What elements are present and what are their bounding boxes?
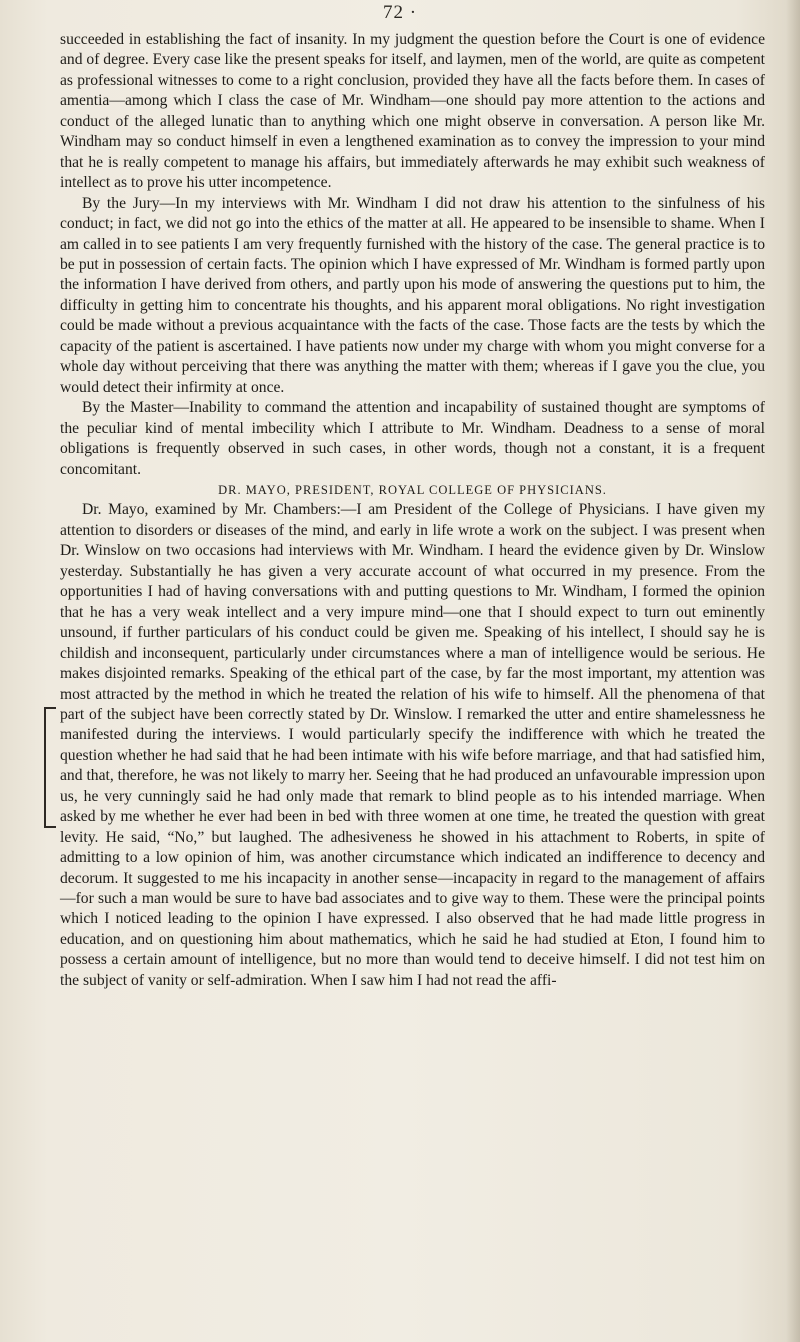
section-heading: DR. MAYO, PRESIDENT, ROYAL COLLEGE OF PHYSICIANS. <box>218 482 607 497</box>
page-number: 72 · <box>382 2 418 23</box>
paragraph-3: By the Master—Inability to command the attention and incapability of sustained thought are symptoms of the peculiar kind of mental imbecility which I attribute to Mr. Windham. Deadness to a sense of moral obligations is frequently observed in such cases, in other words, though not a constant, it is a frequent concomitant. <box>60 399 765 478</box>
paragraph-1: succeeded in establishing the fact of insanity. In my judgment the question before the Court is one of evidence and of degree. Every case like the present speaks for itself, and laymen, men of the world, are quite as competent as professional witnesses to come to a right conclusion, provided they have all the facts before them. In cases of amentia—among which I class the case of Mr. Windham—one should pay more attention to the actions and conduct of the alleged lunatic than to anything which one might observe in conversation. A person like Mr. Windham may so conduct himself in even a lengthened examination as to convey the impression to your mind that he is really competent to manage his affairs, but immediately afterwards he may exhibit such weakness of intellect as to prove his utter incompetence. <box>60 31 765 192</box>
body-text <box>60 30 765 991</box>
paragraph-2: By the Jury—In my interviews with Mr. Windham I did not draw his attention to the sinfulness of his conduct; in fact, we did not go into the ethics of the matter at all. He appeared to be insensible to shame. When I am called in to see patients I am very frequently furnished with the history of the case. The general practice is to be put in possession of certain facts. The opinion which I have expressed of Mr. Windham is formed partly upon the information I have derived from others, and partly upon his mode of answering the questions put to him, the difficulty in getting him to concentrate his thoughts, and his apparent moral obligations. No right investigation could be made without a previous acquaintance with the facts of the case. Those facts are the tests by which the capacity of the patient is ascertained. I have patients now under my charge with whom you might converse for a whole day without perceiving that there was anything the matter with them; whereas if I gave you the clue, you would detect their infirmity at once. <box>60 194 765 396</box>
paragraph-4: Dr. Mayo, examined by Mr. Chambers:—I am President of the College of Physicians. I have given my attention to disorders or diseases of the mind, and early in life wrote a work on the subject. I was present when Dr. Winslow on two occasions had interviews with Mr. Windham. I heard the evidence given by Dr. Winslow yesterday. Substantially he has given a very accurate account of what occurred in my presence. From the opportunities I had of having conversations with and putting questions to Mr. Windham, I formed the opinion that he has a very weak intellect and a very impure mind—one that I should expect to turn out eminently unsound, if further particulars of his conduct could be given me. Speaking of his intellect, I should say he is childish and inconsequent, particularly under circumstances where a man of intelligence would be serious. He makes disjointed remarks. Speaking of the ethical part of the case, by far the most important, my attention was most attracted by the method in which he treated the relation of his wife to himself. All the phenomena of that part of the subject have been correctly stated by Dr. Winslow. I remarked the utter and entire shamelessness he manifested during the interviews. I would particularly specify the indifference with which he treated the question whether he had said that he had been intimate with his wife before marriage, and that had satisfied him, and that, therefore, he was not likely to marry her. Seeing that he had produced an unfavourable impression upon us, he very cunningly said he had only made that remark to blind people as to his intended marriage. When asked by me whether he ever had been in bed with three women at one time, he treated the question with great levity. He said, “No,” but laughed. The adhesiveness he showed in his attachment to Roberts, in spite of admitting to a low opinion of him, was another circumstance which indicated an indifference to decency and decorum. It suggested to me his incapacity in another sense—incapacity in regard to the management of affairs—for such a man would be sure to have bad associates and to give way to them. These were the principal points which I noticed leading to the opinion I have expressed. I also observed that he had made little progress in education, and on questioning him about mathematics, which he said he had studied at Eton, I found him to possess a certain amount of intelligence, but no more than would tend to deceive himself. I did not test him on the subject of vanity or self-admiration. When I saw him I had not read the affi- <box>60 501 765 989</box>
page-edge-shadow <box>786 0 800 1342</box>
margin-bracket-mark <box>44 707 56 828</box>
